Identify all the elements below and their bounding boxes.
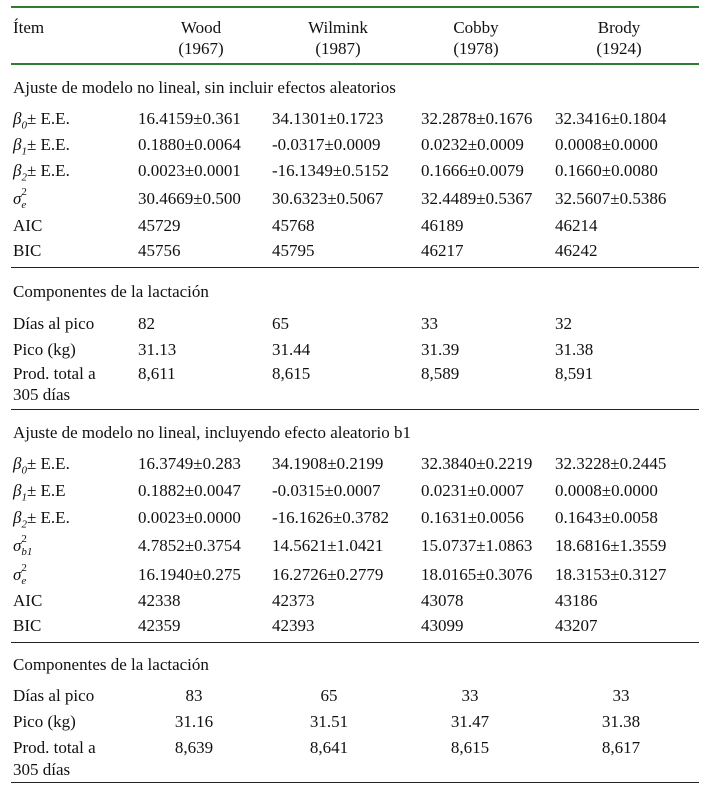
section-rule bbox=[11, 267, 699, 268]
cell-value: 46214 bbox=[555, 216, 598, 235]
table-header bbox=[11, 17, 699, 61]
header-rule bbox=[11, 63, 699, 65]
cell-value: 31.13 bbox=[138, 340, 177, 359]
cell-value: 16.4159±0.361 bbox=[138, 109, 241, 128]
cell-value: 31.39 bbox=[421, 340, 460, 359]
cell-value: 16.1940±0.275 bbox=[138, 565, 241, 584]
top-rule bbox=[11, 6, 699, 8]
cell-value: 18.6816±1.3559 bbox=[555, 536, 667, 555]
header-model-wood: Wood (1967) bbox=[178, 18, 224, 58]
cell-value: 31.51 bbox=[309, 712, 349, 731]
cell-value: -0.0317±0.0009 bbox=[272, 135, 381, 154]
cell-value: 83 bbox=[185, 686, 203, 705]
cell-value: 0.1660±0.0080 bbox=[555, 161, 658, 180]
cell-value: 30.4669±0.500 bbox=[138, 189, 241, 208]
section-title-lactation: Componentes de la lactación bbox=[13, 282, 209, 301]
cell-value: 31.38 bbox=[601, 712, 641, 731]
param-sigma-e: σ 2 e bbox=[13, 562, 27, 587]
row-label-pico: Pico (kg) bbox=[13, 340, 76, 359]
param-beta0: $\beta_0\pm E.E$. bbox=[13, 109, 70, 132]
cell-value: 65 bbox=[272, 314, 289, 333]
cell-value: 43078 bbox=[421, 591, 464, 610]
cell-value: 0.0008±0.0000 bbox=[555, 135, 658, 154]
section-title-no-random: Ajuste de modelo no lineal, sin incluir efectos aleatorios bbox=[13, 78, 396, 97]
cell-value: 82 bbox=[138, 314, 155, 333]
cell-value: 0.1880±0.0064 bbox=[138, 135, 241, 154]
cell-value: 8,615 bbox=[450, 738, 490, 757]
cell-value: 8,617 bbox=[601, 738, 641, 757]
cell-value: 4.7852±0.3754 bbox=[138, 536, 241, 555]
cell-value: 32.3228±0.2445 bbox=[555, 454, 667, 473]
cell-value: 8,591 bbox=[555, 364, 594, 383]
cell-value: 16.2726±0.2779 bbox=[272, 565, 384, 584]
cell-value: 8,611 bbox=[138, 364, 176, 383]
cell-value: 31.38 bbox=[555, 340, 594, 359]
row-label-prod-total: Prod. total a bbox=[13, 364, 96, 383]
cell-value: 33 bbox=[461, 686, 479, 705]
cell-value: 8,589 bbox=[421, 364, 460, 383]
param-sigma-e: σ 2 e bbox=[13, 186, 27, 211]
cell-value: 0.0023±0.0000 bbox=[138, 508, 241, 527]
section-title-random-b1: Ajuste de modelo no lineal, incluyendo efecto aleatorio b1 bbox=[13, 423, 411, 442]
cell-value: 8,641 bbox=[309, 738, 349, 757]
row-label-prod-total: Prod. total a bbox=[13, 738, 96, 757]
row-label-dias-pico: Días al pico bbox=[13, 686, 95, 705]
row-label-bic: BIC bbox=[13, 616, 42, 635]
param-beta1: $\beta_1\pm E.E$ bbox=[13, 481, 66, 504]
header-model-cobby: Cobby (1978) bbox=[453, 18, 499, 58]
param-beta1: $\beta_1\pm E.E$. bbox=[13, 135, 70, 158]
cell-value: 0.1882±0.0047 bbox=[138, 481, 241, 500]
header-item: Ítem bbox=[13, 18, 45, 37]
section-rule bbox=[11, 642, 699, 643]
cell-value: 32.2878±0.1676 bbox=[421, 109, 533, 128]
cell-value: 31.44 bbox=[272, 340, 311, 359]
cell-value: 45729 bbox=[138, 216, 181, 235]
row-label-pico: Pico (kg) bbox=[13, 712, 76, 731]
row-label-305-dias: 305 días bbox=[13, 385, 71, 404]
cell-value: 32.5607±0.5386 bbox=[555, 189, 667, 208]
cell-value: 0.1666±0.0079 bbox=[421, 161, 524, 180]
section-title-lactation: Componentes de la lactación bbox=[13, 655, 209, 674]
cell-value: 43099 bbox=[421, 616, 464, 635]
cell-value: 32 bbox=[555, 314, 572, 333]
cell-value: 18.0165±0.3076 bbox=[421, 565, 533, 584]
cell-value: 0.1631±0.0056 bbox=[421, 508, 524, 527]
cell-value: 31.16 bbox=[174, 712, 214, 731]
cell-value: 32.3416±0.1804 bbox=[555, 109, 667, 128]
cell-value: 0.0232±0.0009 bbox=[421, 135, 524, 154]
param-beta0: $\beta_0\pm E.E$. bbox=[13, 454, 70, 477]
cell-value: 33 bbox=[612, 686, 630, 705]
bottom-rule bbox=[11, 782, 699, 783]
cell-value: -16.1626±0.3782 bbox=[272, 508, 389, 527]
cell-value: 42359 bbox=[138, 616, 181, 635]
row-label-aic: AIC bbox=[13, 591, 43, 610]
cell-value: -16.1349±0.5152 bbox=[272, 161, 389, 180]
row-label-305-dias: 305 días bbox=[13, 760, 71, 779]
cell-value: 0.1643±0.0058 bbox=[555, 508, 658, 527]
cell-value: 42338 bbox=[138, 591, 181, 610]
param-beta2: $\beta_2\pm E.E$. bbox=[13, 508, 70, 531]
cell-value: 30.6323±0.5067 bbox=[272, 189, 384, 208]
cell-value: 8,639 bbox=[174, 738, 214, 757]
row-label-aic: AIC bbox=[13, 216, 43, 235]
cell-value: 65 bbox=[320, 686, 338, 705]
header-model-wilmink: Wilmink (1987) bbox=[308, 18, 368, 58]
cell-value: 43207 bbox=[555, 616, 598, 635]
row-label-dias-pico: Días al pico bbox=[13, 314, 95, 333]
cell-value: -0.0315±0.0007 bbox=[272, 481, 381, 500]
cell-value: 42373 bbox=[272, 591, 315, 610]
cell-value: 45768 bbox=[272, 216, 315, 235]
header-model-brody: Brody (1924) bbox=[596, 18, 642, 58]
cell-value: 15.0737±1.0863 bbox=[421, 536, 533, 555]
cell-value: 42393 bbox=[272, 616, 315, 635]
cell-value: 0.0231±0.0007 bbox=[421, 481, 524, 500]
cell-value: 34.1908±0.2199 bbox=[272, 454, 384, 473]
param-beta2: $\beta_2\pm E.E$. bbox=[13, 161, 70, 184]
row-label-bic: BIC bbox=[13, 241, 42, 260]
cell-value: 46242 bbox=[555, 241, 598, 260]
cell-value: 16.3749±0.283 bbox=[138, 454, 241, 473]
cell-value: 0.0023±0.0001 bbox=[138, 161, 241, 180]
cell-value: 34.1301±0.1723 bbox=[272, 109, 384, 128]
cell-value: 32.3840±0.2219 bbox=[421, 454, 533, 473]
cell-value: 45756 bbox=[138, 241, 181, 260]
cell-value: 43186 bbox=[555, 591, 598, 610]
cell-value: 46217 bbox=[421, 241, 464, 260]
cell-value: 8,615 bbox=[272, 364, 311, 383]
cell-value: 31.47 bbox=[450, 712, 490, 731]
param-sigma-b1: σ 2 b1 bbox=[13, 533, 33, 558]
cell-value: 18.3153±0.3127 bbox=[555, 565, 667, 584]
cell-value: 32.4489±0.5367 bbox=[421, 189, 533, 208]
cell-value: 14.5621±1.0421 bbox=[272, 536, 384, 555]
cell-value: 0.0008±0.0000 bbox=[555, 481, 658, 500]
cell-value: 45795 bbox=[272, 241, 315, 260]
section-rule bbox=[11, 409, 699, 410]
cell-value: 46189 bbox=[421, 216, 464, 235]
cell-value: 33 bbox=[421, 314, 438, 333]
